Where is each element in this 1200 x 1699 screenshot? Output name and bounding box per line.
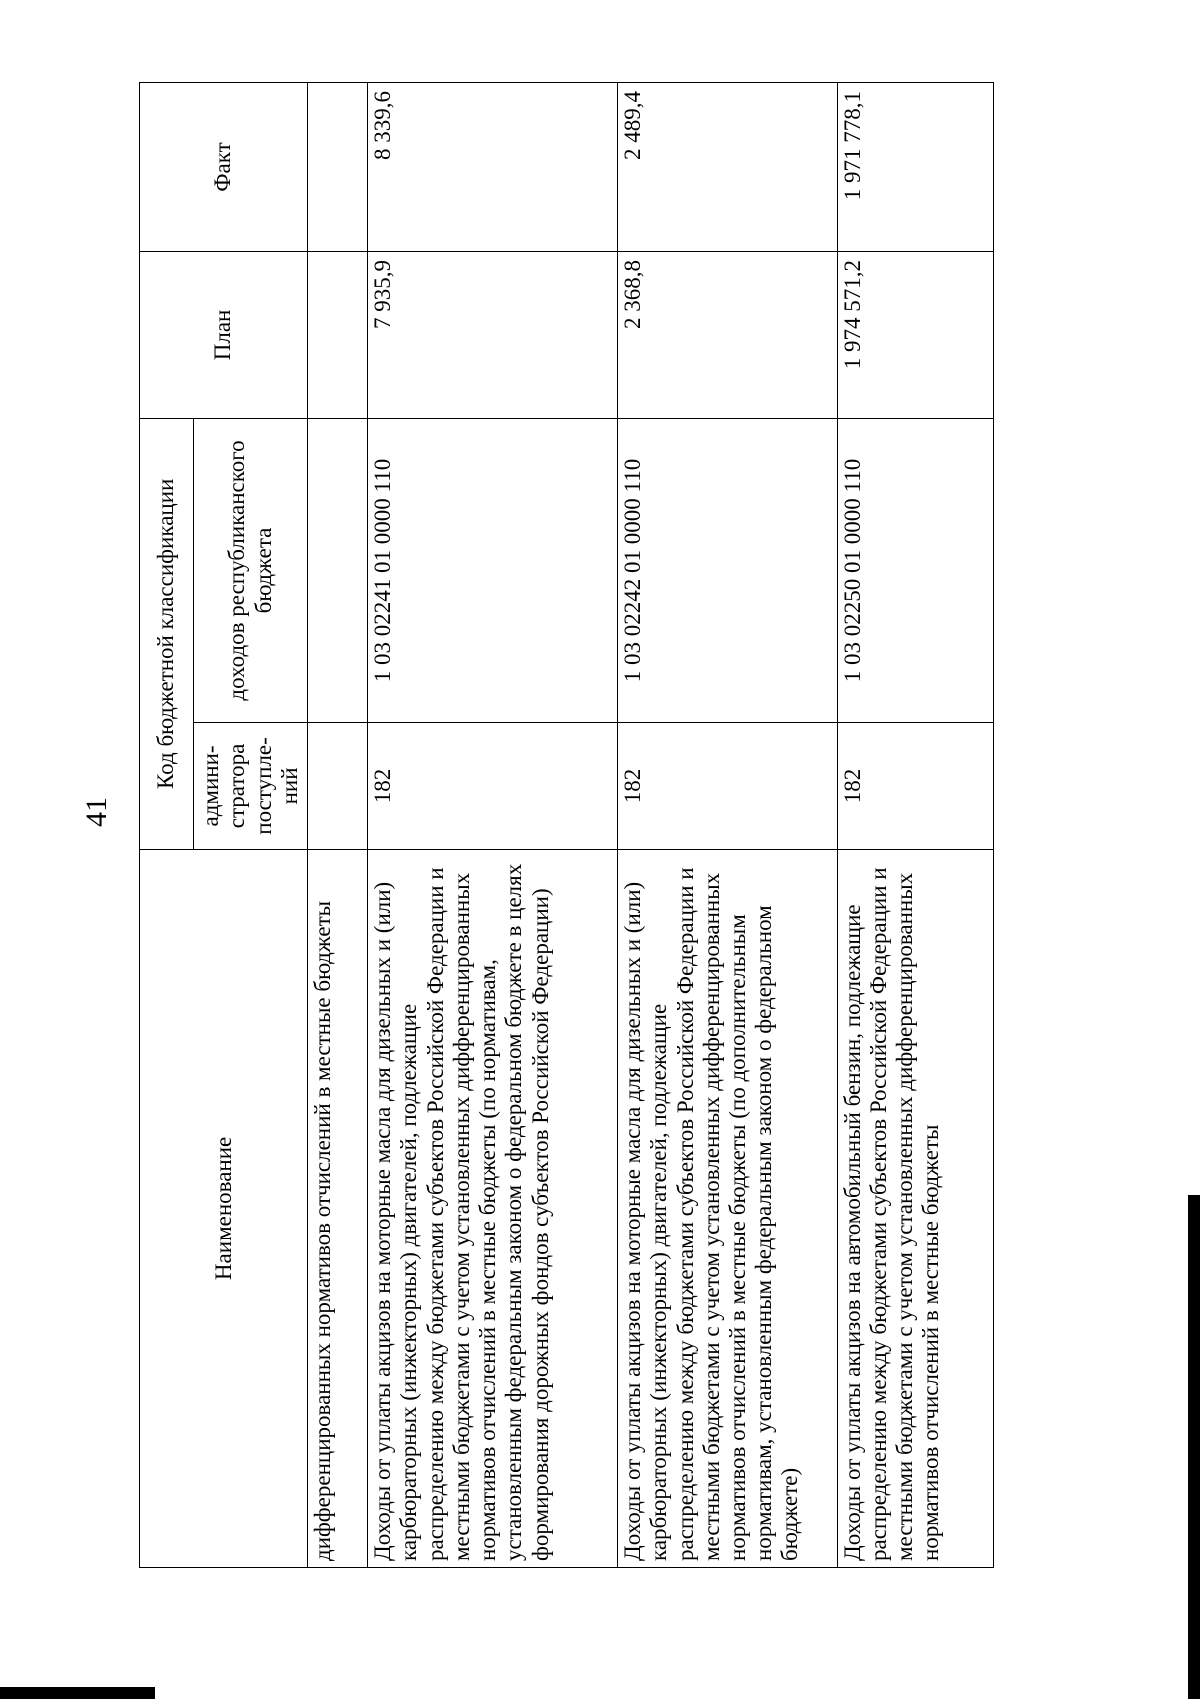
page-number: 41	[80, 797, 113, 827]
header-admin: админи- стратора поступле- ний	[194, 723, 308, 850]
row-name: дифференцированных нормативов отчислений в местные бюджеты	[308, 849, 368, 1567]
row-plan: 1 974 571,2	[837, 252, 993, 419]
row-fact: 8 339,6	[368, 83, 618, 252]
row-income-code: 1 03 02250 01 0000 110	[837, 418, 993, 722]
row-income-code: 1 03 02241 01 0000 110	[368, 418, 618, 722]
row-name: Доходы от уплаты акцизов на моторные масла для дизельных и (или) карбюраторных (инжекторных) двигателей, подлежащие распределению между бюджетами субъектов Российской Федерации и местными бюджетами с учетом установленных дифференцированных нормативов отчислений в местные бюджеты (по дополнительным нормативам, установленным федеральным законом о федеральном бюджете)	[618, 849, 838, 1567]
row-fact	[308, 83, 368, 252]
scan-edge-right	[1188, 1195, 1200, 1699]
row-admin-code	[308, 723, 368, 850]
row-name: Доходы от уплаты акцизов на автомобильный бензин, подлежащие распределению между бюджетами субъектов Российской Федерации и местными бюджетами с учетом установленных дифференцированных нормативов отчислений в местные бюджеты	[837, 849, 993, 1567]
header-plan: План	[140, 252, 308, 419]
scan-edge-bottom	[0, 1687, 155, 1699]
row-plan: 2 368,8	[618, 252, 838, 419]
header-code-group: Код бюджетной классификации	[140, 418, 194, 849]
row-admin-code: 182	[368, 723, 618, 850]
table-row	[308, 83, 368, 1568]
table-row	[837, 83, 993, 1568]
row-plan: 7 935,9	[368, 252, 618, 419]
rotated-table-container	[139, 82, 994, 1568]
row-name: Доходы от уплаты акцизов на моторные масла для дизельных и (или) карбюраторных (инжекторных) двигателей, подлежащие распределению между бюджетами субъектов Российской Федерации и местными бюджетами с учетом установленных дифференцированных нормативов отчислений в местные бюджеты (по нормативам, установленным федеральным законом о федеральном бюджете в целях формирования дорожных фондов субъектов Российской Федерации)	[368, 849, 618, 1567]
row-income-code: 1 03 02242 01 0000 110	[618, 418, 838, 722]
budget-income-table	[139, 82, 994, 1568]
table-area	[139, 82, 994, 1568]
table-row	[618, 83, 838, 1568]
header-fact: Факт	[140, 83, 308, 252]
row-plan	[308, 252, 368, 419]
row-income-code	[308, 418, 368, 722]
header-name: Наименование	[140, 849, 308, 1567]
row-fact: 2 489,4	[618, 83, 838, 252]
table-row	[368, 83, 618, 1568]
row-fact: 1 971 778,1	[837, 83, 993, 252]
row-admin-code: 182	[837, 723, 993, 850]
header-income: доходов республиканского бюджета	[194, 418, 308, 722]
row-admin-code: 182	[618, 723, 838, 850]
